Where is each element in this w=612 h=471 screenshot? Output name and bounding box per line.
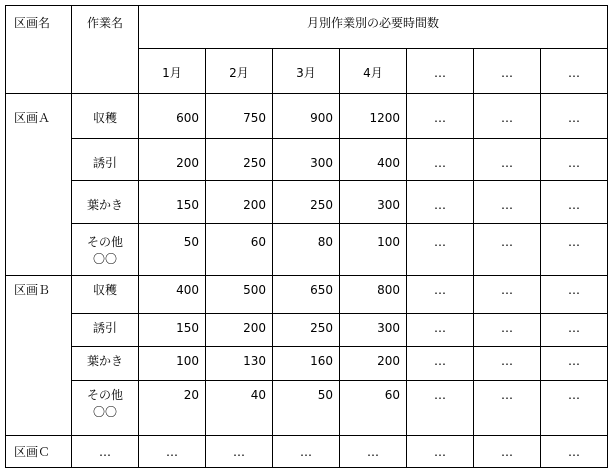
task-name-cell: 誘引 [72,314,139,347]
value-cell: … [541,436,608,468]
value-cell: … [407,224,474,276]
task-name-line-1: その他 [86,235,123,249]
zone-name-cell: 区画Ｃ [6,436,72,468]
value-cell: 50 [139,224,206,276]
value-cell: … [273,436,340,468]
value-cell: … [474,314,541,347]
month-header: … [474,49,541,94]
value-cell: 60 [206,224,273,276]
month-header: 4月 [340,49,407,94]
table-row [6,139,608,181]
value-cell: 750 [206,94,273,139]
value-cell: … [474,224,541,276]
value-cell: … [474,139,541,181]
value-cell: … [340,436,407,468]
value-cell: 800 [340,276,407,314]
task-name-cell [72,224,139,276]
month-header: 2月 [206,49,273,94]
table-row [6,224,608,276]
value-cell: … [407,436,474,468]
month-header: … [541,49,608,94]
value-cell: 160 [273,347,340,381]
value-cell: … [474,436,541,468]
header-row-1 [6,6,608,49]
value-cell: … [407,381,474,436]
value-cell: … [474,347,541,381]
value-cell: … [474,381,541,436]
task-column-header: 作業名 [72,6,139,94]
zone-name-cell: 区画Ｂ [6,276,72,436]
value-cell: … [139,436,206,468]
table-row [6,94,608,139]
value-cell: … [541,94,608,139]
value-cell: 400 [340,139,407,181]
value-cell: 300 [273,139,340,181]
table-row [6,347,608,381]
zone-name-cell: 区画Ａ [6,94,72,276]
value-cell: 600 [139,94,206,139]
task-name-cell: 収穫 [72,94,139,139]
value-cell: 100 [340,224,407,276]
value-cell: 200 [206,314,273,347]
value-cell: … [541,276,608,314]
value-cell: 200 [340,347,407,381]
value-cell: 150 [139,314,206,347]
value-cell: … [541,139,608,181]
value-cell: … [541,314,608,347]
task-name-cell: 葉かき [72,347,139,381]
value-cell: 50 [273,381,340,436]
value-cell: … [407,347,474,381]
value-cell: 60 [340,381,407,436]
value-cell: 900 [273,94,340,139]
value-cell: 1200 [340,94,407,139]
value-cell: 250 [206,139,273,181]
value-cell: … [474,94,541,139]
value-cell: 250 [273,314,340,347]
value-cell: 200 [206,181,273,224]
value-cell: 500 [206,276,273,314]
value-cell: 150 [139,181,206,224]
value-cell: … [541,347,608,381]
value-cell: 40 [206,381,273,436]
value-cell: … [407,314,474,347]
value-cell: … [474,276,541,314]
task-name-cell [72,381,139,436]
task-name-cell: … [72,436,139,468]
table-row [6,276,608,314]
value-cell: … [206,436,273,468]
value-cell: … [474,181,541,224]
value-cell: 20 [139,381,206,436]
value-cell: … [407,276,474,314]
value-cell: 200 [139,139,206,181]
zone-column-header: 区画名 [6,6,72,94]
value-cell: 250 [273,181,340,224]
work-hours-table [5,5,608,468]
table-row [6,436,608,468]
task-name-line-2: 〇〇 [92,252,117,266]
value-cell: … [407,181,474,224]
monthly-hours-group-header: 月別作業別の必要時間数 [139,6,608,49]
month-header: 3月 [273,49,340,94]
table-row [6,381,608,436]
task-name-cell: 葉かき [72,181,139,224]
value-cell: … [407,94,474,139]
task-name-line-1: その他 [86,388,123,402]
table-row [6,181,608,224]
value-cell: … [407,139,474,181]
month-header: 1月 [139,49,206,94]
value-cell: 80 [273,224,340,276]
value-cell: … [541,381,608,436]
task-name-line-2: 〇〇 [92,405,117,419]
value-cell: … [541,181,608,224]
value-cell: 650 [273,276,340,314]
task-name-cell: 収穫 [72,276,139,314]
value-cell: 400 [139,276,206,314]
month-header: … [407,49,474,94]
value-cell: 300 [340,314,407,347]
value-cell: 130 [206,347,273,381]
task-name-cell: 誘引 [72,139,139,181]
table-row [6,314,608,347]
value-cell: 100 [139,347,206,381]
value-cell: 300 [340,181,407,224]
value-cell: … [541,224,608,276]
